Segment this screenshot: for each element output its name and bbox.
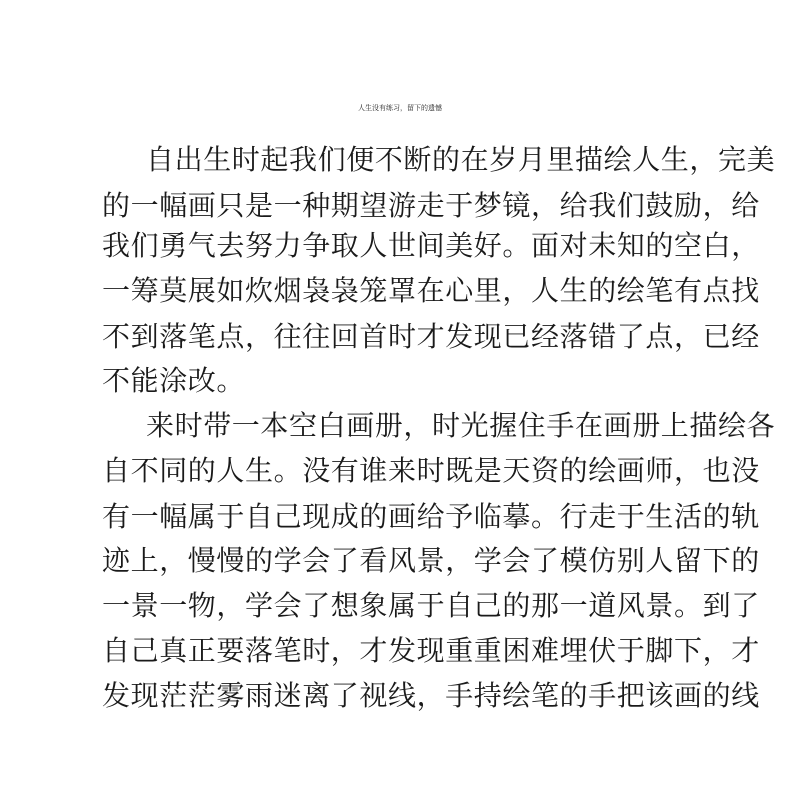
paragraph-2-line-5: 一景一物，学会了想象属于自己的那一道风景。到了 (102, 589, 760, 622)
paragraph-2-line-3: 有一幅属于自己现成的画给予临摹。行走于生活的轨 (102, 500, 760, 533)
paragraph-2-line-4: 迹上，慢慢的学会了看风景，学会了模仿别人留下的 (102, 544, 760, 577)
paragraph-1-line-6: 不能涂改。 (102, 364, 246, 397)
paragraph-1-line-3: 我们勇气去努力争取人世间美好。面对未知的空白， (102, 229, 760, 262)
paragraph-2-line-2: 自不同的人生。没有谁来时既是天资的绘画师，也没 (102, 454, 760, 487)
paragraph-1-line-1: 自出生时起我们便不断的在岁月里描绘人生，完美 (146, 143, 776, 176)
paragraph-2-line-7: 发现茫茫雾雨迷离了视线，手持绘笔的手把该画的线 (102, 679, 760, 712)
paragraph-2-line-1: 来时带一本空白画册，时光握住手在画册上描绘各 (146, 409, 776, 442)
document-title: 人生没有练习，留下的遗憾 (358, 104, 442, 112)
paragraph-2-line-6: 自己真正要落笔时，才发现重重困难埋伏于脚下，才 (102, 634, 760, 667)
paragraph-1-line-4: 一筹莫展如炊烟袅袅笼罩在心里，人生的绘笔有点找 (102, 274, 760, 307)
paragraph-1-line-5: 不到落笔点，往往回首时才发现已经落错了点，已经 (102, 320, 760, 353)
paragraph-1-line-2: 的一幅画只是一种期望游走于梦镜，给我们鼓励，给 (102, 189, 760, 222)
